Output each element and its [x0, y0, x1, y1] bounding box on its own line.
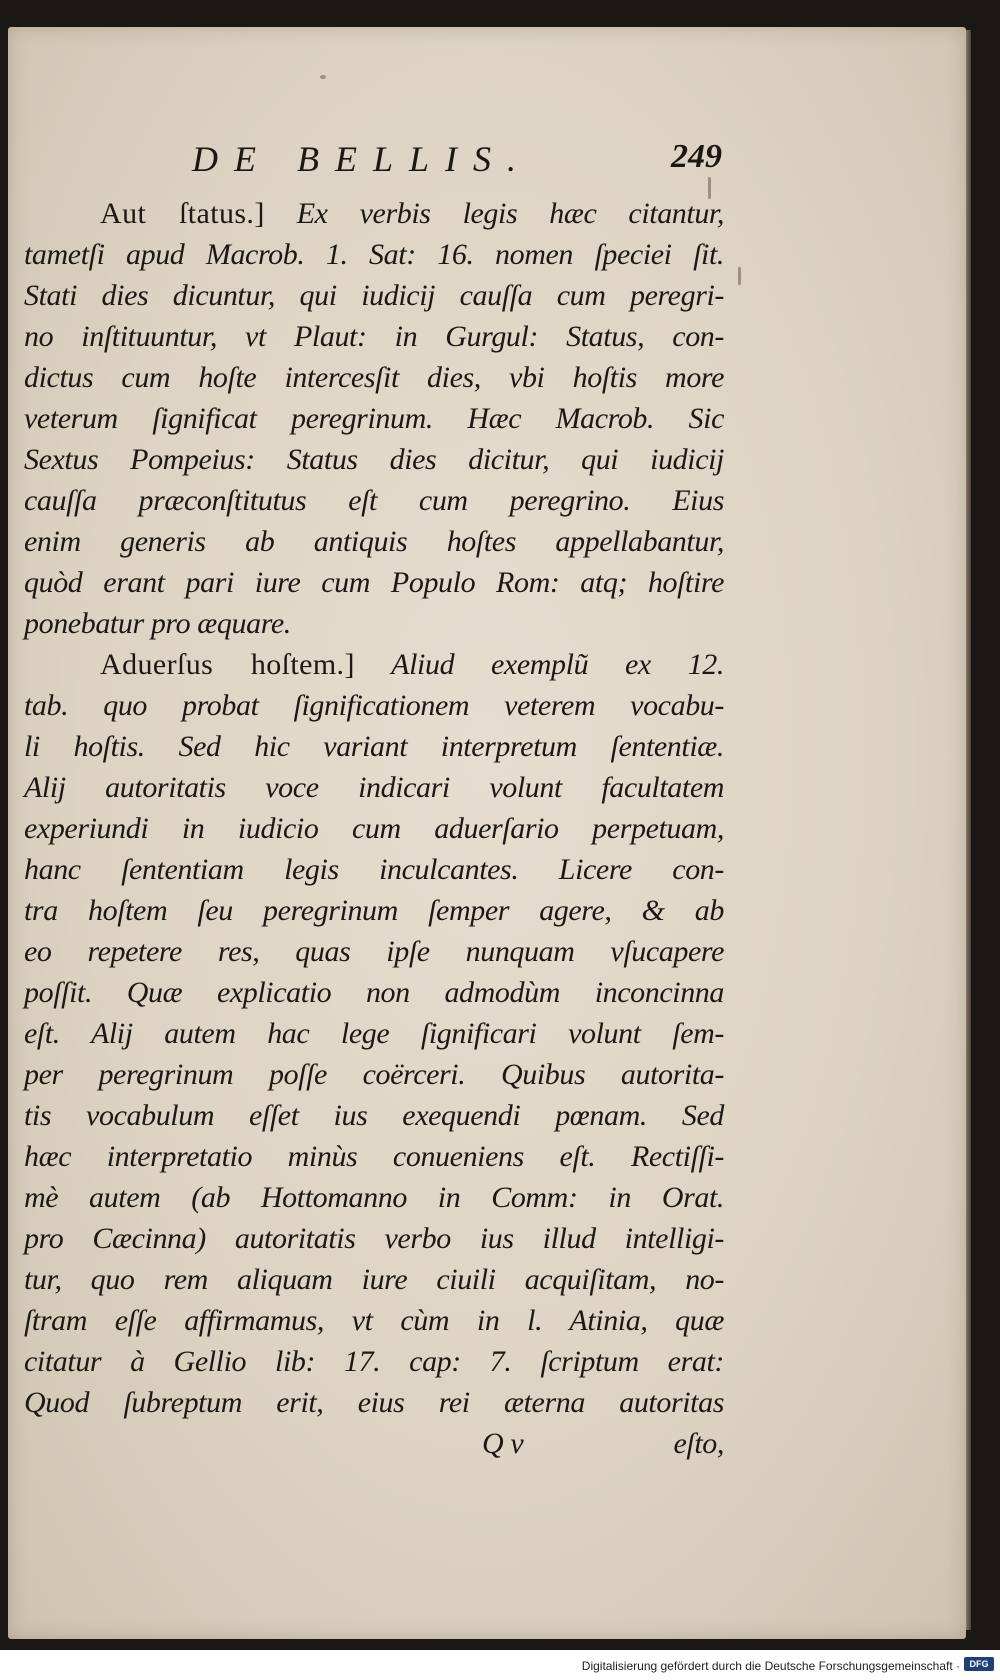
text-line: li hoſtis. Sed hic variant interpretum ſententiæ. — [24, 730, 724, 763]
text-line: poſſit. Quæ explicatio non admodùm inconcinna — [24, 976, 724, 1009]
text-line: mè autem (ab Hottomanno in Comm: in Orat. — [24, 1181, 724, 1214]
dfg-logo-icon: DFG — [964, 1657, 994, 1671]
text-line: pro Cæcinna) autoritatis verbo ius illud intelligi- — [24, 1222, 724, 1255]
text-line: ponebatur pro æquare. — [24, 607, 291, 640]
text-line: per peregrinum poſſe coërceri. Quibus autorita- — [24, 1058, 724, 1091]
signature-mark: Q v — [482, 1427, 524, 1460]
main-text — [24, 193, 724, 1464]
running-title: DE BELLIS. — [192, 139, 532, 179]
catchword: eſto, — [673, 1427, 724, 1460]
paper-speck — [738, 267, 741, 285]
text-line: tis vocabulum eſſet ius exequendi pœnam. Sed — [24, 1099, 724, 1132]
text-line: enim generis ab antiquis hoſtes appellabantur, — [24, 525, 724, 558]
text-line: tab. quo probat ſignificationem veterem vocabu- — [24, 689, 724, 722]
text-line: Quod ſubreptum erit, eius rei æterna autoritas — [24, 1386, 724, 1419]
text-line: tametſi apud Macrob. 1. Sat: 16. nomen ſpeciei ſit. — [24, 238, 724, 271]
text-line: cauſſa præconſtitutus eſt cum peregrino. Eius — [24, 484, 724, 517]
paper-speck — [320, 75, 326, 79]
text-line: eo repetere res, quas ipſe nunquam vſucapere — [24, 935, 724, 968]
digitization-footer — [0, 1652, 1000, 1680]
text-line: Alij autoritatis voce indicari volunt facultatem — [24, 771, 724, 804]
page-number: 249 — [671, 138, 722, 175]
text-line: no inſtituuntur, vt Plaut: in Gurgul: Status, con- — [24, 320, 724, 353]
text-line: experiundi in iudicio cum aduerſario perpetuam, — [24, 812, 724, 845]
text-line: quòd erant pari iure cum Populo Rom: atq; hoſtire — [24, 566, 724, 599]
text-line: Aut ſtatus.] Ex verbis legis hæc citantur, — [100, 197, 724, 230]
text-line: hanc ſententiam legis inculcantes. Licere con- — [24, 853, 724, 886]
text-line: eſt. Alij autem hac lege ſignificari volunt ſem- — [24, 1017, 724, 1050]
lemma: Aut ſtatus.] — [100, 197, 265, 230]
text-line: tra hoſtem ſeu peregrinum ſemper agere, & ab — [24, 894, 724, 927]
lemma: Aduerſus hoſtem.] — [100, 648, 355, 681]
text-line: Sextus Pompeius: Status dies dicitur, qui iudicij — [24, 443, 724, 476]
catchline — [24, 1423, 724, 1464]
text-line: citatur à Gellio lib: 17. cap: 7. ſcriptum erat: — [24, 1345, 724, 1378]
text-line: veterum ſignificat peregrinum. Hæc Macrob. Sic — [24, 402, 724, 435]
text-line: Stati dies dicuntur, qui iudicij cauſſa cum peregri- — [24, 279, 724, 312]
page-header — [182, 138, 722, 188]
text-line: hæc interpretatio minùs conueniens eſt. Rectiſſi- — [24, 1140, 724, 1173]
text-line: Aduerſus hoſtem.] Aliud exemplũ ex 12. — [100, 648, 725, 681]
funding-notice: Digitalisierung gefördert durch die Deutsche Forschungsgemeinschaft · — [581, 1659, 960, 1673]
text-line: tur, quo rem aliquam iure ciuili acquiſitam, no- — [24, 1263, 724, 1296]
text-line: dictus cum hoſte intercesſit dies, vbi hoſtis more — [24, 361, 724, 394]
text-line: ſtram eſſe affirmamus, vt cùm in l. Atinia, quæ — [24, 1304, 724, 1337]
